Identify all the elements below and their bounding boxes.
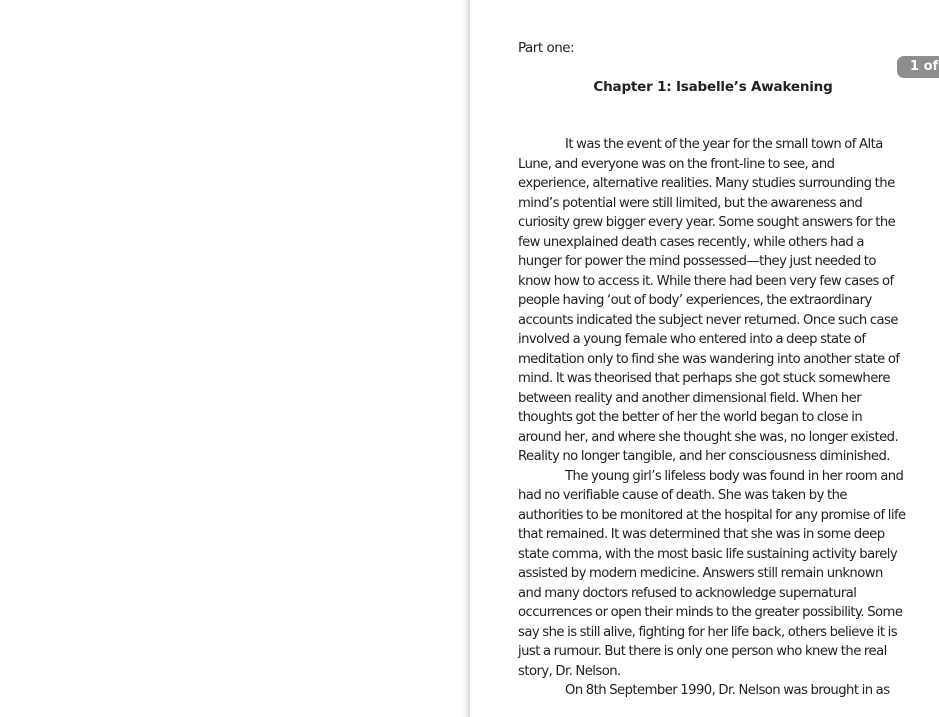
document-page (470, 0, 939, 717)
paragraph: On 8th September 1990, Dr. Nelson was brought in as (565, 683, 890, 698)
body-text (518, 135, 908, 701)
page-content (518, 38, 908, 701)
left-blank-pane (0, 0, 466, 717)
page-number-badge: 1 of (897, 56, 939, 78)
paragraph: It was the event of the year for the small town of Alta Lune, and everyone was on the front-line to see, and experience, alternative realities. Many studies surrounding the mind’s potential were still limited, but the awareness and curiosity grew bigger every year. Some sought answers for the few unexplained death cases recently, while others had a hunger for power the mind possessed—they just needed to know how to access it. While there had been very few cases of people having ‘out of body’ experiences, the extraordinary accounts indicated the subject never returned. Once such case involved a young female who entered into a deep state of meditation only to find she was wandering into another state of mind. It was theorised that perhaps she got stuck somewhere between reality and another dimensional field. When her thoughts got the better of her the world began to close in around her, and where she thought she was, no longer existed. Reality no longer tangible, and her consciousness diminished. (518, 137, 900, 464)
page-edge-shadow (462, 0, 470, 717)
chapter-title: Chapter 1: Isabelle’s Awakening (593, 79, 833, 95)
paragraph: The young girl’s lifeless body was found in her room and had no verifiable cause of death. She was taken by the authorities to be monitored at the hospital for any promise of life that remained. It was determined that she was in some deep state comma, with the most basic life sustaining activity barely assisted by modern medicine. Answers still remain unknown and many doctors refused to acknowledge supernatural occurrences or open their minds to the greater possibility. Some say she is still alive, fighting for her life back, others believe it is just a rumour. But there is only one person who knew the real story, Dr. Nelson. (518, 468, 906, 679)
part-label: Part one: (518, 40, 575, 56)
